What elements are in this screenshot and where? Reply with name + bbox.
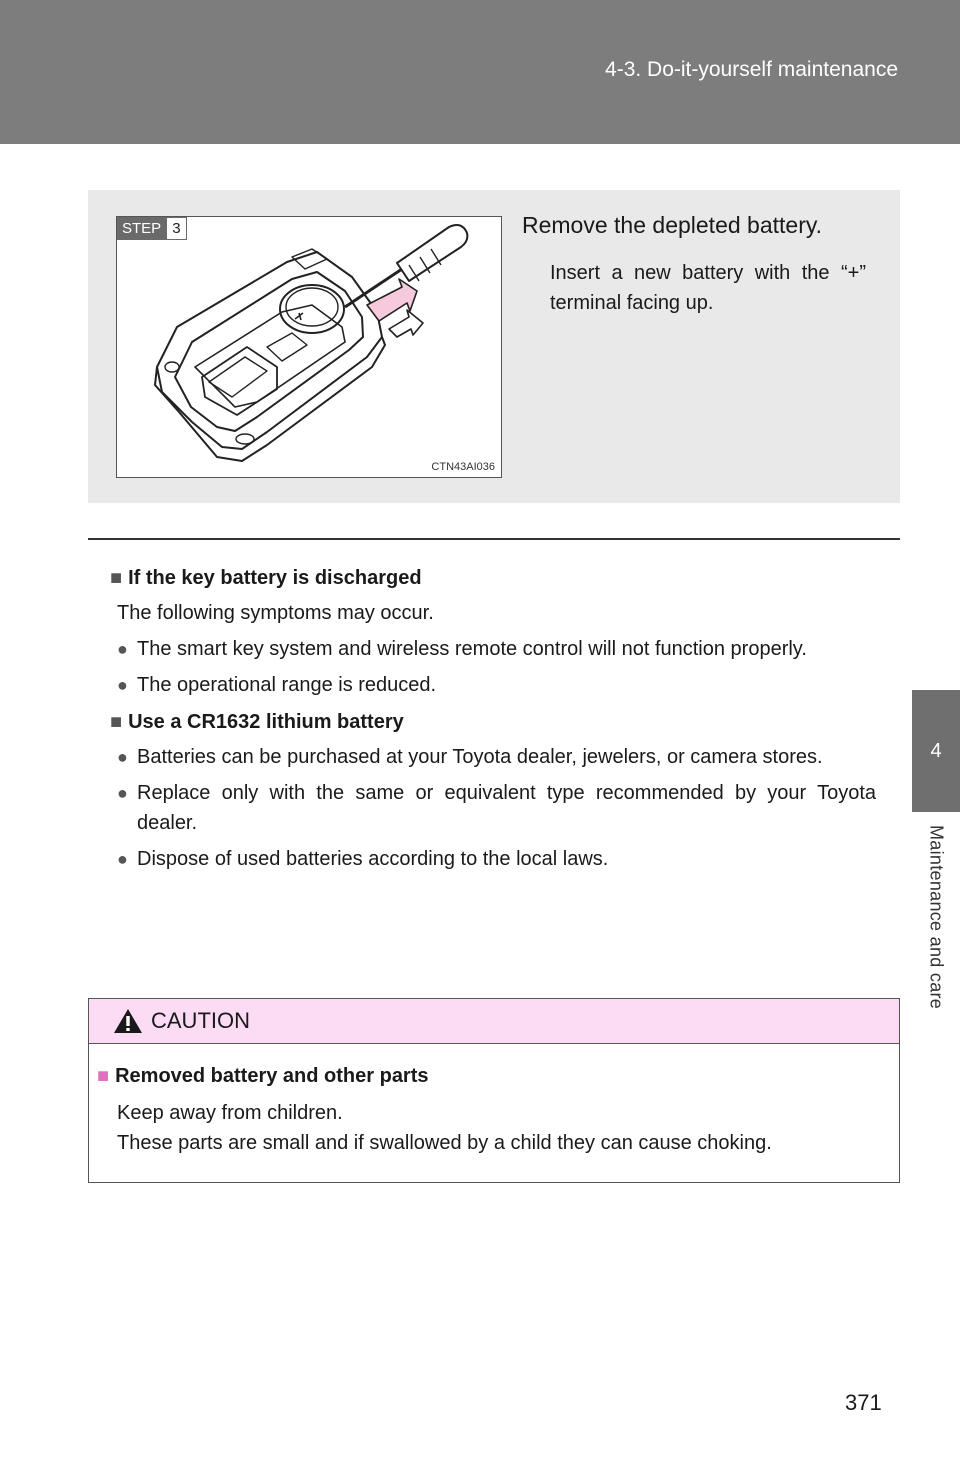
chapter-label	[912, 812, 960, 1022]
square-bullet-icon: ■	[110, 711, 123, 733]
section-title: 4-3. Do-it-yourself maintenance	[605, 58, 898, 81]
bullet-dot-icon: ●	[117, 849, 128, 869]
list-item: ● Replace only with the same or equivalent type recommended by your Toyota dealer.	[117, 778, 876, 838]
page-header	[0, 0, 960, 144]
chapter-number: 4	[930, 739, 942, 762]
step-title: Remove the depleted battery.	[522, 212, 823, 238]
list-item: ● The smart key system and wireless remote control will not function properly.	[117, 634, 876, 664]
caution-body	[89, 1044, 899, 1158]
note-intro: The following symptoms may occur.	[117, 602, 434, 624]
step-text: Insert a new battery with the “+” terminal facing up.	[550, 262, 866, 314]
screwdriver-handle	[397, 225, 467, 281]
step-badge-number: 3	[166, 217, 186, 240]
bullet-dot-icon: ●	[117, 675, 128, 695]
page-number: 371	[845, 1390, 882, 1415]
figure-code: CTN43AI036	[431, 461, 495, 473]
step-section	[88, 190, 900, 503]
step-badge-label: STEP	[117, 217, 166, 240]
list-item: ● Dispose of used batteries according to the local laws.	[117, 844, 876, 874]
caution-line-1: Keep away from children.	[117, 1102, 343, 1124]
bullet-dot-icon: ●	[117, 747, 128, 767]
bullet-dot-icon: ●	[117, 783, 128, 803]
square-bullet-icon: ■	[97, 1065, 110, 1087]
caution-header	[89, 999, 899, 1044]
caution-heading: ■ Removed battery and other parts	[97, 1065, 429, 1087]
section-divider	[88, 538, 900, 540]
bullet-dot-icon: ●	[117, 639, 128, 659]
battery-cover-plate	[202, 347, 277, 415]
notes-section	[110, 562, 876, 880]
caution-label: CAUTION	[151, 1008, 250, 1033]
key-battery-drawing	[117, 217, 501, 477]
note-heading-discharged: ■ If the key battery is discharged	[110, 567, 422, 589]
warning-triangle-icon	[113, 1007, 143, 1035]
caution-box	[88, 998, 900, 1183]
chapter-label-text: Maintenance and care	[926, 824, 947, 1010]
caution-line-2: These parts are small and if swallowed by a child they can cause choking.	[117, 1132, 772, 1154]
battery-illustration	[116, 216, 502, 478]
list-item: ● The operational range is reduced.	[117, 670, 876, 700]
square-bullet-icon: ■	[110, 567, 123, 589]
note-heading-battery: ■ Use a CR1632 lithium battery	[110, 711, 404, 733]
chapter-tab[interactable]	[912, 690, 960, 812]
list-item: ● Batteries can be purchased at your Toyota dealer, jewelers, or camera stores.	[117, 742, 876, 772]
